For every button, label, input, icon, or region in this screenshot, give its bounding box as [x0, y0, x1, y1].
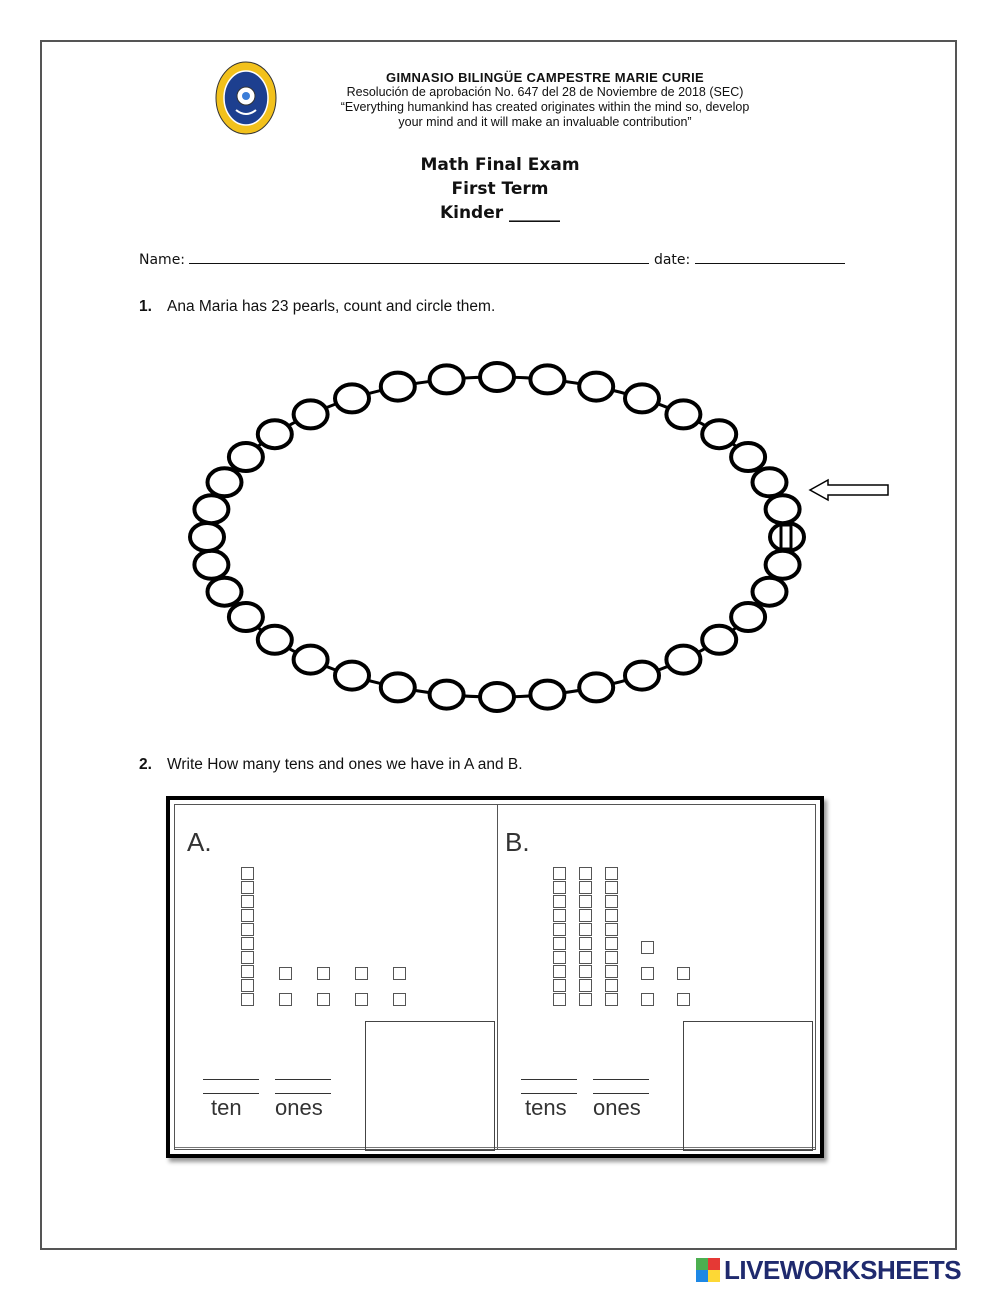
pearl[interactable]	[190, 523, 224, 551]
panel-a-unit-rule-right	[275, 1093, 331, 1094]
ten-rod-cube	[553, 923, 566, 936]
one-cube	[393, 993, 406, 1006]
ten-rod-cube	[241, 951, 254, 964]
pearl[interactable]	[294, 646, 328, 674]
one-cube	[677, 993, 690, 1006]
place-value-inner	[174, 804, 816, 1150]
ten-rod-cube	[579, 895, 592, 908]
ten-rod-cube	[553, 993, 566, 1006]
liveworksheets-icon	[696, 1258, 720, 1282]
pearl[interactable]	[731, 443, 765, 471]
liveworksheets-brand: LIVEWORKSHEETS	[724, 1254, 962, 1285]
ten-rod-cube	[605, 979, 618, 992]
ten-rod-cube	[605, 993, 618, 1006]
one-cube	[317, 967, 330, 980]
pearl[interactable]	[766, 551, 800, 579]
pearl[interactable]	[381, 373, 415, 401]
right-pointing-arrow-icon	[808, 478, 892, 502]
pearl-necklace	[180, 340, 810, 720]
pearl[interactable]	[229, 443, 263, 471]
ten-rod-cube	[241, 895, 254, 908]
ten-rod-cube	[553, 951, 566, 964]
panel-b-unit-rule-left	[521, 1093, 577, 1094]
one-cube	[393, 967, 406, 980]
ten-rod-cube	[241, 965, 254, 978]
ten-rod-cube	[605, 965, 618, 978]
panel-b-unit-rule-right	[593, 1093, 649, 1094]
pearl[interactable]	[702, 420, 736, 448]
one-cube	[355, 993, 368, 1006]
pearl[interactable]	[530, 681, 564, 709]
ten-rod-cube	[605, 923, 618, 936]
question-2-number: 2.	[139, 756, 152, 773]
panel-a-unit-rule-left	[203, 1093, 259, 1094]
ten-rod-cube	[553, 867, 566, 880]
one-cube	[641, 993, 654, 1006]
panel-a-label: A.	[187, 827, 212, 857]
pearl[interactable]	[229, 603, 263, 631]
pearl[interactable]	[208, 578, 242, 606]
ten-rod-cube	[579, 937, 592, 950]
pearl[interactable]	[579, 673, 613, 701]
panel-a-unit-ten: ten	[211, 1095, 242, 1120]
question-1-text: Ana Maria has 23 pearls, count and circle them.	[167, 298, 496, 315]
exam-titles	[340, 153, 660, 225]
ten-rod-cube	[579, 965, 592, 978]
one-cube	[317, 993, 330, 1006]
panel-b-ones-blank[interactable]	[593, 1079, 649, 1080]
ten-rod-cube	[553, 979, 566, 992]
resolution-text: Resolución de aprobación No. 647 del 28 de Noviembre de 2018 (SEC)	[346, 85, 744, 99]
name-label: Name:	[139, 252, 186, 268]
ten-rod-cube	[605, 909, 618, 922]
term-title: First Term	[451, 179, 549, 199]
ten-rod-cube	[241, 923, 254, 936]
pearl[interactable]	[666, 400, 700, 428]
liveworksheets-logo	[696, 1256, 961, 1284]
panel-a-ones-blank[interactable]	[275, 1079, 331, 1080]
panel-b-unit-ones: ones	[593, 1095, 641, 1120]
ten-rod-cube	[241, 937, 254, 950]
pearl[interactable]	[294, 400, 328, 428]
ten-rod-cube	[241, 881, 254, 894]
ten-rod-cube	[579, 979, 592, 992]
ten-rod-cube	[553, 965, 566, 978]
ten-rod-cube	[605, 937, 618, 950]
pearl[interactable]	[258, 626, 292, 654]
ten-rod-cube	[553, 937, 566, 950]
question-2-text: Write How many tens and ones we have in A and B.	[167, 756, 523, 773]
pearl[interactable]	[530, 365, 564, 393]
ten-rod-cube	[605, 867, 618, 880]
ten-rod-cube	[553, 895, 566, 908]
pearl[interactable]	[381, 673, 415, 701]
date-field[interactable]	[695, 249, 845, 264]
place-value-box	[166, 796, 824, 1158]
pearl[interactable]	[208, 468, 242, 496]
ten-rod-cube	[579, 923, 592, 936]
one-cube	[641, 941, 654, 954]
school-crest-icon	[214, 60, 278, 136]
exam-title: Math Final Exam	[420, 155, 580, 175]
question-1-number: 1.	[139, 298, 152, 315]
ten-rod-cube	[579, 867, 592, 880]
pearl[interactable]	[625, 384, 659, 412]
pearl[interactable]	[258, 420, 292, 448]
pearl[interactable]	[766, 495, 800, 523]
panel-a-answer-box[interactable]	[365, 1021, 495, 1151]
name-date-row	[139, 249, 845, 268]
one-cube	[279, 993, 292, 1006]
one-cube	[641, 967, 654, 980]
pearl[interactable]	[480, 683, 514, 711]
pearl[interactable]	[579, 373, 613, 401]
ten-rod-cube	[241, 993, 254, 1006]
one-cube	[279, 967, 292, 980]
panel-b-label: B.	[505, 827, 530, 857]
pearl[interactable]	[731, 603, 765, 631]
one-cube	[355, 967, 368, 980]
date-label: date:	[653, 252, 691, 268]
panel-a-tens-blank[interactable]	[203, 1079, 259, 1080]
question-2	[139, 756, 523, 774]
pearl[interactable]	[480, 363, 514, 391]
question-1	[139, 298, 495, 316]
pearl[interactable]	[666, 646, 700, 674]
necklace-string	[207, 377, 787, 697]
one-cube	[677, 967, 690, 980]
ten-rod-cube	[579, 909, 592, 922]
pearl[interactable]	[430, 365, 464, 393]
panel-b-tens-blank[interactable]	[521, 1079, 577, 1080]
ten-rod-cube	[241, 979, 254, 992]
motto-line-1: “Everything humankind has created originates within the mind so, develop	[340, 100, 750, 114]
pearl[interactable]	[335, 384, 369, 412]
pearl[interactable]	[702, 626, 736, 654]
grade-title: Kinder ______	[439, 203, 561, 223]
panel-a-unit-ones: ones	[275, 1095, 323, 1120]
ten-rod-cube	[605, 895, 618, 908]
ten-rod-cube	[241, 909, 254, 922]
ten-rod-cube	[605, 951, 618, 964]
pearl[interactable]	[335, 662, 369, 690]
ten-rod-cube	[579, 993, 592, 1006]
pearl[interactable]	[194, 495, 228, 523]
name-field[interactable]	[189, 249, 649, 264]
pearl[interactable]	[753, 578, 787, 606]
pearl[interactable]	[753, 468, 787, 496]
ten-rod-cube	[553, 881, 566, 894]
panel-divider	[497, 805, 498, 1149]
ten-rod-cube	[241, 867, 254, 880]
ten-rod-cube	[553, 909, 566, 922]
panel-b-unit-tens: tens	[525, 1095, 567, 1120]
necklace-clasp	[781, 525, 791, 549]
school-name: GIMNASIO BILINGÜE CAMPESTRE MARIE CURIE	[386, 70, 704, 85]
ten-rod-cube	[605, 881, 618, 894]
school-header	[290, 70, 800, 130]
pearl[interactable]	[194, 551, 228, 579]
ten-rod-cube	[579, 881, 592, 894]
pearl[interactable]	[430, 681, 464, 709]
ten-rod-cube	[579, 951, 592, 964]
pearl[interactable]	[625, 662, 659, 690]
panel-b-answer-box[interactable]	[683, 1021, 813, 1151]
motto-line-2: your mind and it will make an invaluable contribution”	[398, 115, 692, 129]
